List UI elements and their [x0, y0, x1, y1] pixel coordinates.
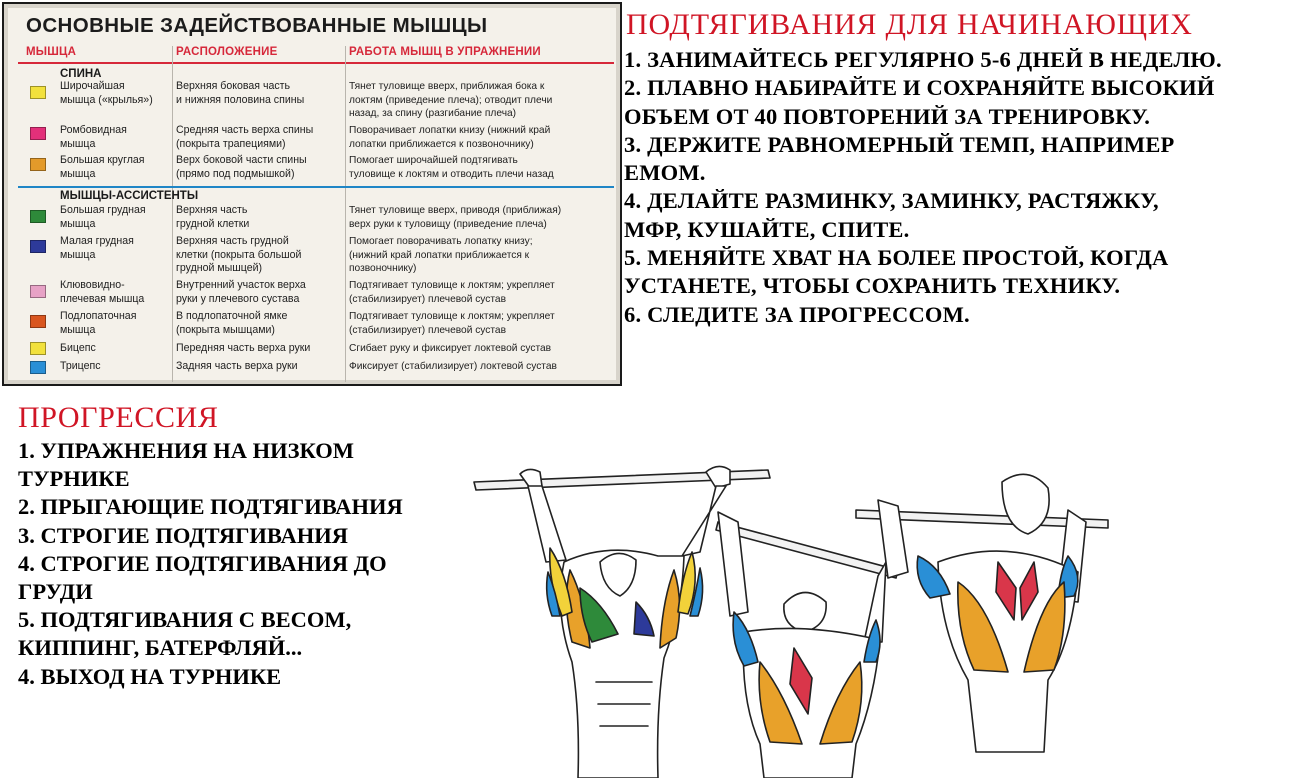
muscle-function: Тянет туловище вверх, приближая бока к локтям (приведение плеча); отводит плечи назад, за спину (разгибание плеча): [349, 81, 553, 119]
column-divider: [172, 46, 173, 382]
list-item: 1. ЗАНИМАЙТЕСЬ РЕГУЛЯРНО 5-6 ДНЕЙ В НЕДЕЛЮ.: [624, 47, 1222, 72]
color-swatch: [30, 240, 46, 253]
muscle-location: Задняя часть верха руки: [176, 360, 298, 372]
figure-front: [520, 466, 730, 778]
pullup-anatomy-illustration: [468, 452, 1294, 778]
muscle-function: Помогает поворачивать лопатку книзу; (нижний край лопатки приближается к позвоночнику): [349, 236, 533, 274]
muscle-function: Поворачивает лопатки книзу (нижний край лопатки приближается к позвоночнику): [349, 125, 551, 150]
color-swatch: [30, 361, 46, 374]
muscle-function: Помогает широчайшей подтягивать туловище к локтям и отводить плечи назад: [349, 155, 554, 180]
muscle-table: [2, 2, 622, 386]
muscle-name: Подлопаточная мышца: [60, 310, 137, 336]
list-item: 2. ПРЫГАЮЩИЕ ПОДТЯГИВАНИЯ: [18, 494, 403, 520]
color-swatch: [30, 285, 46, 298]
header-muscle: МЫШЦА: [26, 46, 77, 58]
section-label-back: СПИНА: [60, 68, 102, 80]
muscle-name: Широчайшая мышца («крылья»): [60, 80, 153, 106]
list-item: 3. СТРОГИЕ ПОДТЯГИВАНИЯ: [18, 522, 348, 548]
header-function: РАБОТА МЫШЦ В УПРАЖНЕНИИ: [349, 46, 541, 58]
color-swatch: [30, 158, 46, 171]
muscle-function: Сгибает руку и фиксирует локтевой сустав: [349, 343, 552, 354]
list-item: 4. СТРОГИЕ ПОДТЯГИВАНИЯ ДО ГРУДИ: [18, 550, 387, 605]
list-item: 6. СЛЕДИТЕ ЗА ПРОГРЕССОМ.: [624, 301, 970, 327]
progression-list: [18, 437, 458, 691]
muscle-name: Бицепс: [60, 342, 96, 354]
muscle-location: Передняя часть верха руки: [176, 342, 311, 354]
color-swatch: [30, 315, 46, 328]
muscle-location: Средняя часть верха спины (покрыта трапециями): [176, 124, 314, 150]
list-item: 1. УПРАЖНЕНИЯ НА НИЗКОМ ТУРНИКЕ: [18, 438, 355, 492]
muscle-location: Верх боковой части спины (прямо под подмышкой): [176, 154, 307, 180]
table-title: ОСНОВНЫЕ ЗАДЕЙСТВОВАННЫЕ МЫШЦЫ: [26, 14, 488, 37]
list-item: 5. ПОДТЯГИВАНИЯ С ВЕСОМ, КИППИНГ, БАТЕРФЛЯЙ...: [18, 607, 352, 661]
muscle-name: Большая грудная мышца: [60, 204, 146, 230]
list-item: 3. ДЕРЖИТЕ РАВНОМЕРНЫЙ ТЕМП, НАПРИМЕР EMOM.: [624, 131, 1175, 186]
header-rule: [18, 62, 614, 64]
muscle-name: Ромбовидная мышца: [60, 124, 127, 150]
progression-title: ПРОГРЕССИЯ: [18, 401, 219, 434]
list-item: 4. ДЕЛАЙТЕ РАЗМИНКУ, ЗАМИНКУ, РАСТЯЖКУ, МФР, КУШАЙТЕ, СПИТЕ.: [624, 188, 1159, 242]
list-item: 4. ВЫХОД НА ТУРНИКЕ: [18, 663, 282, 689]
muscle-location: Верхняя часть грудной клетки: [176, 204, 250, 230]
section-rule: [18, 186, 614, 188]
muscle-function: Фиксирует (стабилизирует) локтевой сустав: [349, 361, 557, 372]
color-swatch: [30, 210, 46, 223]
list-item: 2. ПЛАВНО НАБИРАЙТЕ И СОХРАНЯЙТЕ ВЫСОКИЙ ОБЪЕМ ОТ 40 ПОВТОРЕНИЙ ЗА ТРЕНИРОВКУ.: [624, 75, 1215, 129]
muscle-location: Верхняя часть грудной клетки (покрыта большой грудной мышцей): [176, 235, 302, 274]
muscle-location: В подлопаточной ямке (покрыта мышцами): [176, 310, 288, 336]
muscle-name: Большая круглая мышца: [60, 154, 145, 180]
muscle-function: Тянет туловище вверх, приводя (приближая) верх руки к туловищу (приведение плеча): [349, 205, 562, 230]
beginners-title: ПОДТЯГИВАНИЯ ДЛЯ НАЧИНАЮЩИХ: [626, 8, 1193, 41]
beginners-list: [624, 46, 1292, 329]
section-label-assistants: МЫШЦЫ-АССИСТЕНТЫ: [60, 190, 199, 202]
muscle-function: Подтягивает туловище к локтям; укрепляет (стабилизирует) плечевой сустав: [349, 280, 555, 305]
color-swatch: [30, 127, 46, 140]
list-item: 5. МЕНЯЙТЕ ХВАТ НА БОЛЕЕ ПРОСТОЙ, КОГДА УСТАНЕТЕ, ЧТОБЫ СОХРАНИТЬ ТЕХНИКУ.: [624, 245, 1169, 299]
muscle-name: Малая грудная мышца: [60, 235, 134, 261]
muscle-location: Внутренний участок верха руки у плечевого сустава: [176, 279, 306, 305]
muscle-name: Клювовидно- плечевая мышца: [60, 279, 145, 305]
color-swatch: [30, 86, 46, 99]
color-swatch: [30, 342, 46, 355]
muscle-location: Верхняя боковая часть и нижняя половина спины: [176, 80, 305, 106]
header-location: РАСПОЛОЖЕНИЕ: [176, 46, 278, 58]
muscle-function: Подтягивает туловище к локтям; укрепляет (стабилизирует) плечевой сустав: [349, 311, 555, 336]
muscle-name: Трицепс: [60, 360, 101, 372]
